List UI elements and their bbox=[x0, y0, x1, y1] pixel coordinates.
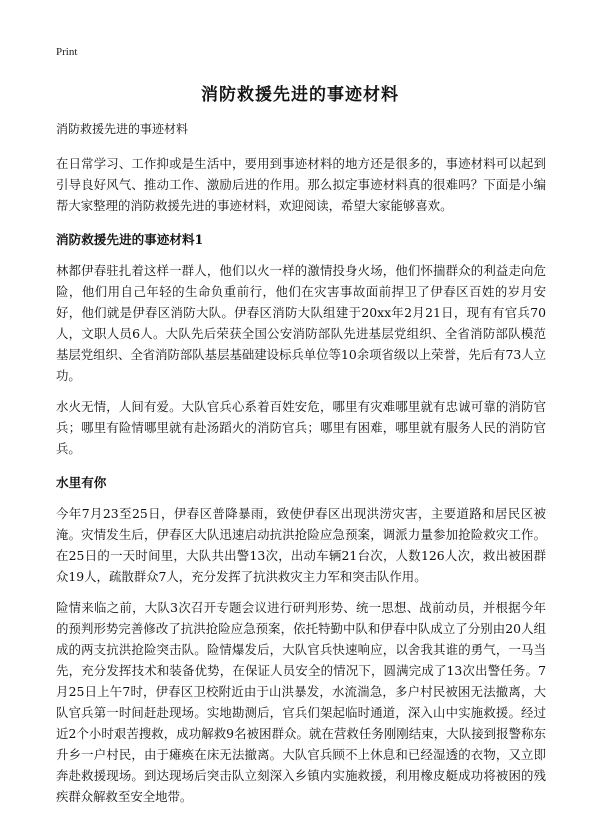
intro-paragraph: 在日常学习、工作抑或是生活中，要用到事迹材料的地方还是很多的，事迹材料可以起到引导良好风气、推动工作、激励后进的作用。那么拟定事迹材料真的很难吗？下面是小编帮大家整理的消防救援先进的事迹材料，欢迎阅读，希望大家能够喜欢。 bbox=[56, 156, 546, 213]
print-link[interactable]: Print bbox=[56, 46, 78, 58]
section-heading: 水里有你 bbox=[56, 475, 107, 490]
paragraph: 水火无情，人间有爱。大队官兵心系着百姓安危，哪里有灾难哪里就有忠诚可靠的消防官兵；哪里有险情哪里就有赴汤蹈火的消防官兵；哪里有困难，哪里就有服务人民的消防官兵。 bbox=[56, 399, 546, 456]
paragraph: 林都伊春驻扎着这样一群人，他们以火一样的激情投身火场，他们怀揣群众的利益走向危险，他们用自己年轻的生命负重前行，他们在灾害事故面前捍卫了伊春区百姓的岁月安好，他们就是伊春区消防大队。伊春区消防大队组建于20xx年2月21日，现有有官兵70人，文职人员6人。大队先后荣获全国公安消防部队先进基层党组织、全省消防部队模范基层党组织、全省消防部队基层基础建设标兵单位等10余项省级以上荣誉，先后有73人立功。 bbox=[56, 263, 546, 383]
paragraph: 险情来临之前，大队3次召开专题会议进行研判形势、统一思想、战前动员，并根据今年的预判形势完善修改了抗洪抢险应急预案，依托特勤中队和伊春中队成立了分别由20人组成的两支抗洪抢险突击队。险情爆发后，大队官兵快速响应，以舍我其谁的勇气，一马当先，充分发挥技术和装备优势，在保证人员安全的情况下，圆满完成了13次出警任务。7月25日上午7时，伊春区卫校附近由于山洪暴发，水流湍急，多户村民被困无法撤离，大队官兵第一时间赶赴现场。实地勘测后，官兵们架起临时通道，深入山中实施救援。经过近2个小时艰苦搜救，成功解救9名被困群众。就在营救任务刚刚结束，大队接到报警称东升乡一户村民，由于瘫痪在床无法撤离。大队官兵顾不上休息和已经湿透的衣物，又立即奔赴救援现场。到达现场后突击队立刻深入乡镇内实施救援，利用橡皮艇成功将被困的残疾群众解救至安全地带。 bbox=[56, 600, 546, 804]
section-heading: 消防救援先进的事迹材料1 bbox=[56, 232, 204, 247]
document-body bbox=[56, 120, 546, 817]
document-subtitle: 消防救援先进的事迹材料 bbox=[56, 122, 189, 136]
paragraph: 今年7月23至25日，伊春区普降暴雨，致使伊春区出现洪涝灾害，主要道路和居民区被淹。灾情发生后，伊春区大队迅速启动抗洪抢险应急预案，调派力量参加抢险救灾工作。在25日的一天时间里，大队共出警13次，出动车辆21台次，人数126人次，救出被困群众19人，疏散群众7人，充分发挥了抗洪救灾主力军和突击队作用。 bbox=[56, 506, 546, 584]
document-title: 消防救援先进的事迹材料 bbox=[201, 85, 399, 105]
